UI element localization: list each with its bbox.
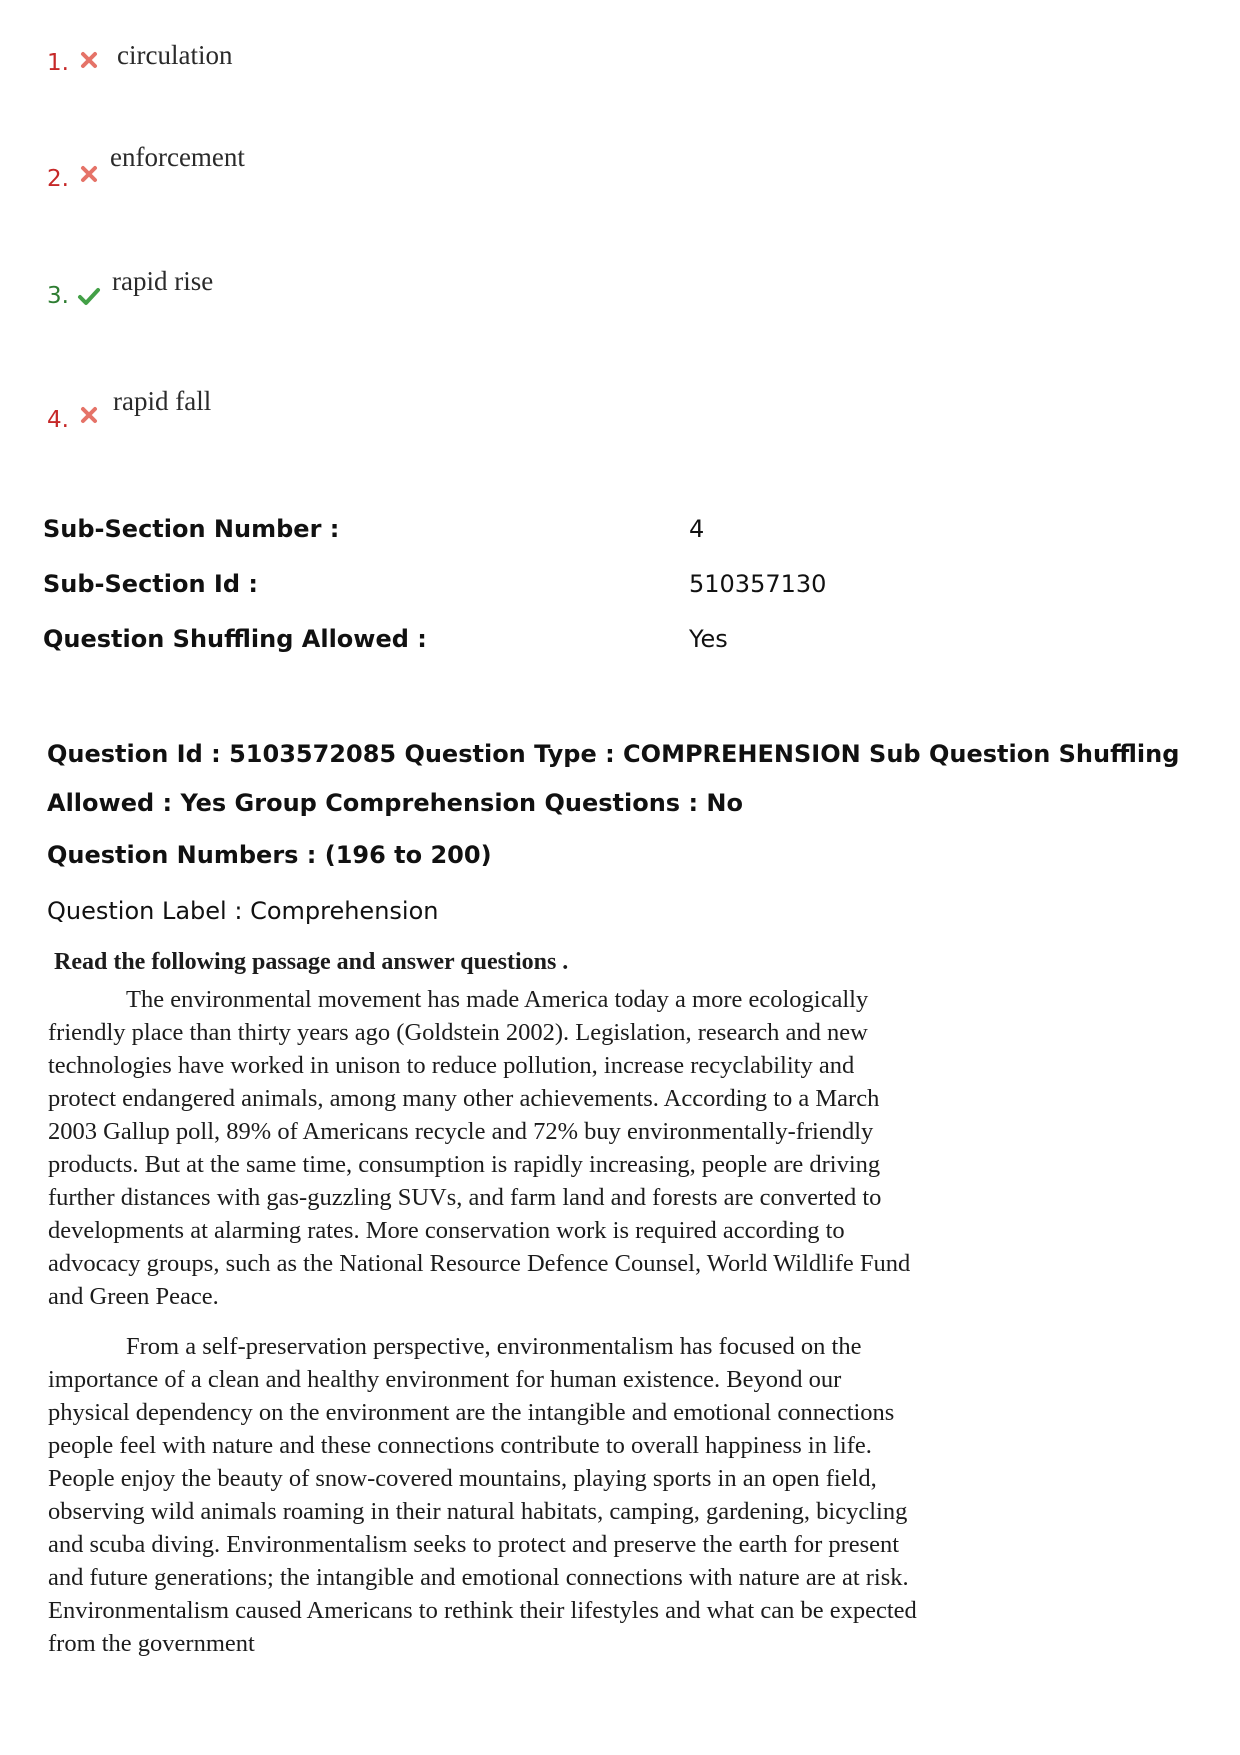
question-numbers: Question Numbers : (196 to 200) xyxy=(47,841,492,869)
option-text: rapid fall xyxy=(113,386,212,416)
subsection-number-row xyxy=(43,515,1203,555)
passage-title: Read the following passage and answer questions . xyxy=(54,949,569,975)
answer-option-3[interactable] xyxy=(47,266,447,342)
question-label: Question Label : Comprehension xyxy=(47,897,439,925)
option-text: rapid rise xyxy=(112,266,214,296)
cross-icon xyxy=(79,164,99,184)
subsection-id-label: Sub-Section Id : xyxy=(43,570,258,598)
question-shuffling-label: Question Shuffling Allowed : xyxy=(43,625,427,653)
answer-option-4 xyxy=(47,386,447,466)
option-number: 1. xyxy=(47,50,69,76)
subsection-number-value: 4 xyxy=(689,515,705,543)
cross-icon xyxy=(79,405,99,425)
answer-option-2 xyxy=(47,142,447,224)
check-icon xyxy=(77,286,101,306)
passage-paragraph-1: The environmental movement has made America today a more ecologically friendly place than thirty years ago (Goldstein 2002). Legislation, research and new technologies have worked in unison to reduce pollution, increase recyclability and protect endangered animals, among many other achievements. According to a March 2003 Gallup poll, 89% of Americans recycle and 72% buy environmentally-friendly products. But at the same time, consumption is rapidly increasing, people are driving further distances with gas-guzzling SUVs, and farm land and forests are converted to developments at alarming rates. More conservation work is required according to advocacy groups, such as the National Resource Defence Counsel, World Wildlife Fund and Green Peace. xyxy=(48,986,911,1310)
question-shuffling-row xyxy=(43,625,1203,665)
option-number: 4. xyxy=(47,407,69,433)
subsection-id-row xyxy=(43,570,1203,610)
cross-icon xyxy=(79,50,99,70)
subsection-number-label: Sub-Section Number : xyxy=(43,515,340,543)
question-header: Question Id : 5103572085 Question Type : COMPREHENSION Sub Question Shuffling Allowed : Yes Group Comprehension Questions : No xyxy=(47,740,1180,817)
comprehension-passage xyxy=(48,946,928,1660)
option-text: enforcement xyxy=(110,142,245,172)
subsection-id-value: 510357130 xyxy=(689,570,827,598)
answer-option-1 xyxy=(47,40,447,108)
option-number: 2. xyxy=(47,166,69,192)
option-number: 3. xyxy=(47,283,69,309)
option-text: circulation xyxy=(117,40,233,70)
question-shuffling-value: Yes xyxy=(689,625,728,653)
passage-paragraph-2: From a self-preservation perspective, environmentalism has focused on the importance of a clean and healthy environment for human existence. Beyond our physical dependency on the environment are the intangible and emotional connections people feel with nature and these connections contribute to overall happiness in life. People enjoy the beauty of snow-covered mountains, playing sports in an open field, observing wild animals roaming in their natural habitats, camping, gardening, bicycling and scuba diving. Environmentalism seeks to protect and preserve the earth for present and future generations; the intangible and emotional connections with nature are at risk. Environmentalism caused Americans to rethink their lifestyles and what can be expected from the government xyxy=(48,1333,917,1657)
